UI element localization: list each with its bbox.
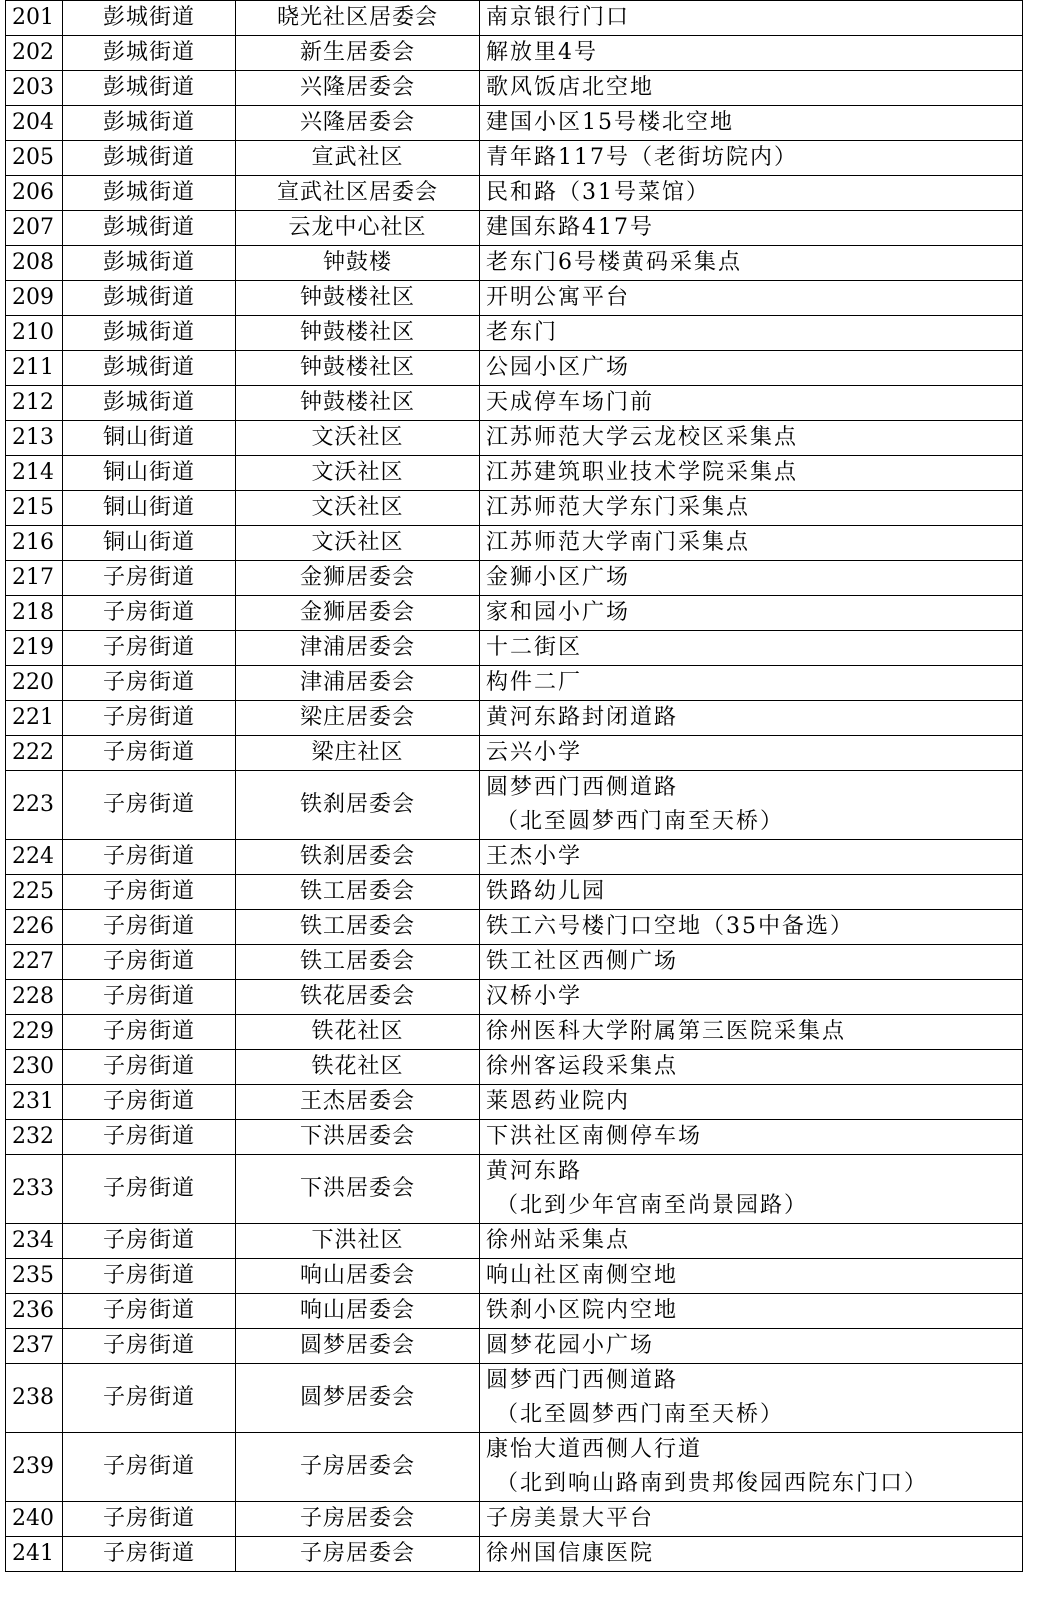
row-number-cell: 235 — [6, 1259, 63, 1294]
community-cell: 铁工居委会 — [236, 910, 480, 945]
row-number-cell: 216 — [6, 526, 63, 561]
street-cell: 子房街道 — [63, 875, 236, 910]
location-cell — [480, 1364, 1023, 1433]
location-cell — [480, 910, 1023, 945]
street-cell: 彭城街道 — [63, 176, 236, 211]
row-number-cell: 223 — [6, 771, 63, 840]
location-text: 铁路幼儿园 — [486, 879, 607, 904]
row-number-cell: 215 — [6, 491, 63, 526]
location-cell — [480, 1502, 1023, 1537]
street-cell: 彭城街道 — [63, 211, 236, 246]
community-cell: 新生居委会 — [236, 36, 480, 71]
row-number-cell: 204 — [6, 106, 63, 141]
location-cell — [480, 1433, 1023, 1502]
location-text: 十二街区 — [486, 635, 583, 660]
location-cell — [480, 281, 1023, 316]
street-cell: 铜山街道 — [63, 491, 236, 526]
location-text: 江苏师范大学南门采集点 — [486, 530, 751, 555]
location-cell — [480, 1155, 1023, 1224]
street-cell: 子房街道 — [63, 1120, 236, 1155]
community-cell: 钟鼓楼 — [236, 246, 480, 281]
location-cell — [480, 1259, 1023, 1294]
table-row — [6, 840, 1023, 875]
community-cell: 兴隆居委会 — [236, 106, 480, 141]
location-text: 子房美景大平台 — [486, 1506, 655, 1531]
location-note: （北至圆梦西门南至天桥） — [496, 809, 785, 834]
location-cell — [480, 631, 1023, 666]
table-row — [6, 1294, 1023, 1329]
location-text: 圆梦西门西侧道路 — [486, 1368, 679, 1393]
community-cell: 梁庄社区 — [236, 736, 480, 771]
table-row — [6, 875, 1023, 910]
table-row — [6, 1537, 1023, 1572]
table-row — [6, 1224, 1023, 1259]
table-row — [6, 491, 1023, 526]
location-text: 徐州站采集点 — [486, 1228, 631, 1253]
row-number-cell: 234 — [6, 1224, 63, 1259]
community-cell: 文沃社区 — [236, 526, 480, 561]
location-text: 响山社区南侧空地 — [486, 1263, 679, 1288]
community-cell: 梁庄居委会 — [236, 701, 480, 736]
row-number-cell: 225 — [6, 875, 63, 910]
location-cell — [480, 945, 1023, 980]
street-cell: 子房街道 — [63, 1364, 236, 1433]
row-number-cell: 237 — [6, 1329, 63, 1364]
location-cell — [480, 1537, 1023, 1572]
row-number-cell: 212 — [6, 386, 63, 421]
table-row — [6, 281, 1023, 316]
location-text: 建国东路417号 — [486, 215, 654, 240]
street-cell: 彭城街道 — [63, 141, 236, 176]
location-text: 歌风饭店北空地 — [486, 75, 655, 100]
community-cell: 下洪居委会 — [236, 1120, 480, 1155]
street-cell: 子房街道 — [63, 771, 236, 840]
row-number-cell: 241 — [6, 1537, 63, 1572]
location-text: 江苏师范大学东门采集点 — [486, 495, 751, 520]
row-number-cell: 202 — [6, 36, 63, 71]
location-text: 汉桥小学 — [486, 984, 583, 1009]
table-row — [6, 386, 1023, 421]
location-cell — [480, 1120, 1023, 1155]
row-number-cell: 219 — [6, 631, 63, 666]
street-cell: 彭城街道 — [63, 351, 236, 386]
row-number-cell: 232 — [6, 1120, 63, 1155]
street-cell: 彭城街道 — [63, 106, 236, 141]
location-text: 老东门6号楼黄码采集点 — [486, 250, 742, 275]
community-cell: 下洪社区 — [236, 1224, 480, 1259]
row-number-cell: 238 — [6, 1364, 63, 1433]
community-cell: 文沃社区 — [236, 421, 480, 456]
location-cell — [480, 386, 1023, 421]
community-cell: 津浦居委会 — [236, 631, 480, 666]
row-number-cell: 218 — [6, 596, 63, 631]
street-cell: 子房街道 — [63, 666, 236, 701]
table-row — [6, 1015, 1023, 1050]
table-row — [6, 666, 1023, 701]
table-row — [6, 36, 1023, 71]
location-text: 民和路（31号菜馆） — [486, 180, 710, 205]
location-text: 江苏师范大学云龙校区采集点 — [486, 425, 799, 450]
location-cell — [480, 1329, 1023, 1364]
location-cell — [480, 141, 1023, 176]
location-cell — [480, 875, 1023, 910]
community-cell: 铁工居委会 — [236, 945, 480, 980]
location-text: 家和园小广场 — [486, 600, 631, 625]
location-cell — [480, 1015, 1023, 1050]
location-text: 徐州客运段采集点 — [486, 1054, 679, 1079]
row-number-cell: 213 — [6, 421, 63, 456]
row-number-cell: 231 — [6, 1085, 63, 1120]
street-cell: 子房街道 — [63, 840, 236, 875]
location-text: 解放里4号 — [486, 40, 598, 65]
row-number-cell: 233 — [6, 1155, 63, 1224]
row-number-cell: 207 — [6, 211, 63, 246]
table-row — [6, 526, 1023, 561]
table-row — [6, 1433, 1023, 1502]
location-text: 公园小区广场 — [486, 355, 631, 380]
table-row — [6, 1259, 1023, 1294]
community-cell: 晓光社区居委会 — [236, 1, 480, 36]
community-cell: 津浦居委会 — [236, 666, 480, 701]
location-cell — [480, 1050, 1023, 1085]
community-cell: 钟鼓楼社区 — [236, 316, 480, 351]
row-number-cell: 210 — [6, 316, 63, 351]
location-cell — [480, 1, 1023, 36]
community-cell: 云龙中心社区 — [236, 211, 480, 246]
community-cell: 圆梦居委会 — [236, 1329, 480, 1364]
location-text: 徐州医科大学附属第三医院采集点 — [486, 1019, 847, 1044]
location-text: 青年路117号（老街坊院内） — [486, 145, 798, 170]
street-cell: 子房街道 — [63, 1433, 236, 1502]
community-cell: 金狮居委会 — [236, 561, 480, 596]
location-cell — [480, 106, 1023, 141]
table-row — [6, 771, 1023, 840]
street-cell: 彭城街道 — [63, 386, 236, 421]
street-cell: 子房街道 — [63, 1294, 236, 1329]
table-row — [6, 141, 1023, 176]
table-row — [6, 945, 1023, 980]
location-text: 老东门 — [486, 320, 559, 345]
street-cell: 子房街道 — [63, 1329, 236, 1364]
row-number-cell: 227 — [6, 945, 63, 980]
community-cell: 圆梦居委会 — [236, 1364, 480, 1433]
location-cell — [480, 526, 1023, 561]
location-text: 铁刹小区院内空地 — [486, 1298, 679, 1323]
row-number-cell: 209 — [6, 281, 63, 316]
location-cell — [480, 701, 1023, 736]
location-text: 黄河东路封闭道路 — [486, 705, 679, 730]
table-row — [6, 421, 1023, 456]
row-number-cell: 224 — [6, 840, 63, 875]
location-cell — [480, 421, 1023, 456]
row-number-cell: 236 — [6, 1294, 63, 1329]
street-cell: 子房街道 — [63, 1085, 236, 1120]
table-row — [6, 631, 1023, 666]
location-cell — [480, 980, 1023, 1015]
community-cell: 铁工居委会 — [236, 875, 480, 910]
table-row — [6, 736, 1023, 771]
location-cell — [480, 596, 1023, 631]
location-cell — [480, 176, 1023, 211]
location-cell — [480, 211, 1023, 246]
street-cell: 子房街道 — [63, 736, 236, 771]
location-text: 云兴小学 — [486, 740, 583, 765]
table-row — [6, 596, 1023, 631]
table-row — [6, 351, 1023, 386]
table-row — [6, 1329, 1023, 1364]
street-cell: 彭城街道 — [63, 316, 236, 351]
location-text: 圆梦西门西侧道路 — [486, 775, 679, 800]
row-number-cell: 211 — [6, 351, 63, 386]
location-cell — [480, 1085, 1023, 1120]
location-cell — [480, 561, 1023, 596]
location-text: 王杰小学 — [486, 844, 583, 869]
location-cell — [480, 36, 1023, 71]
table-row — [6, 211, 1023, 246]
street-cell: 子房街道 — [63, 631, 236, 666]
location-note: （北到少年宫南至尚景园路） — [496, 1193, 809, 1218]
street-cell: 彭城街道 — [63, 71, 236, 106]
street-cell: 子房街道 — [63, 910, 236, 945]
location-text: 铁工社区西侧广场 — [486, 949, 679, 974]
community-cell: 铁花社区 — [236, 1015, 480, 1050]
community-cell: 铁花社区 — [236, 1050, 480, 1085]
community-cell: 宣武社区 — [236, 141, 480, 176]
community-cell: 子房居委会 — [236, 1502, 480, 1537]
row-number-cell: 229 — [6, 1015, 63, 1050]
street-cell: 子房街道 — [63, 1224, 236, 1259]
street-cell: 铜山街道 — [63, 526, 236, 561]
row-number-cell: 220 — [6, 666, 63, 701]
location-text: 开明公寓平台 — [486, 285, 631, 310]
table-row — [6, 1120, 1023, 1155]
row-number-cell: 208 — [6, 246, 63, 281]
table-row — [6, 1085, 1023, 1120]
street-cell: 铜山街道 — [63, 421, 236, 456]
location-text: 黄河东路 — [486, 1159, 583, 1184]
community-cell: 下洪居委会 — [236, 1155, 480, 1224]
community-cell: 金狮居委会 — [236, 596, 480, 631]
street-cell: 子房街道 — [63, 1259, 236, 1294]
location-cell — [480, 1294, 1023, 1329]
street-cell: 子房街道 — [63, 596, 236, 631]
location-text: 铁工六号楼门口空地（35中备选） — [486, 914, 854, 939]
street-cell: 子房街道 — [63, 945, 236, 980]
community-cell: 铁刹居委会 — [236, 771, 480, 840]
location-cell — [480, 491, 1023, 526]
street-cell: 铜山街道 — [63, 456, 236, 491]
row-number-cell: 203 — [6, 71, 63, 106]
row-number-cell: 201 — [6, 1, 63, 36]
street-cell: 子房街道 — [63, 1537, 236, 1572]
table-body — [6, 1, 1023, 1572]
table-row — [6, 910, 1023, 945]
street-cell: 彭城街道 — [63, 1, 236, 36]
community-cell: 宣武社区居委会 — [236, 176, 480, 211]
community-cell: 子房居委会 — [236, 1537, 480, 1572]
location-cell — [480, 316, 1023, 351]
location-cell — [480, 1224, 1023, 1259]
street-cell: 子房街道 — [63, 701, 236, 736]
street-cell: 子房街道 — [63, 1155, 236, 1224]
table-row — [6, 1364, 1023, 1433]
street-cell: 彭城街道 — [63, 36, 236, 71]
table-row — [6, 71, 1023, 106]
location-note: （北到响山路南到贵邦俊园西院东门口） — [496, 1471, 929, 1496]
community-cell: 铁刹居委会 — [236, 840, 480, 875]
location-cell — [480, 351, 1023, 386]
location-text: 江苏建筑职业技术学院采集点 — [486, 460, 799, 485]
location-cell — [480, 246, 1023, 281]
row-number-cell: 240 — [6, 1502, 63, 1537]
street-cell: 子房街道 — [63, 1015, 236, 1050]
location-text: 建国小区15号楼北空地 — [486, 110, 734, 135]
community-cell: 钟鼓楼社区 — [236, 281, 480, 316]
location-text: 下洪社区南侧停车场 — [486, 1124, 703, 1149]
row-number-cell: 222 — [6, 736, 63, 771]
location-cell — [480, 771, 1023, 840]
table-row — [6, 1502, 1023, 1537]
table-row — [6, 980, 1023, 1015]
row-number-cell: 230 — [6, 1050, 63, 1085]
table-row — [6, 316, 1023, 351]
row-number-cell: 239 — [6, 1433, 63, 1502]
location-note: （北至圆梦西门南至天桥） — [496, 1402, 785, 1427]
street-cell: 子房街道 — [63, 1502, 236, 1537]
street-cell: 彭城街道 — [63, 246, 236, 281]
location-text: 金狮小区广场 — [486, 565, 631, 590]
community-cell: 响山居委会 — [236, 1259, 480, 1294]
location-text: 康怡大道西侧人行道 — [486, 1437, 703, 1462]
community-cell: 铁花居委会 — [236, 980, 480, 1015]
community-cell: 响山居委会 — [236, 1294, 480, 1329]
table-row — [6, 1, 1023, 36]
table-row — [6, 701, 1023, 736]
community-cell: 兴隆居委会 — [236, 71, 480, 106]
location-cell — [480, 456, 1023, 491]
row-number-cell: 205 — [6, 141, 63, 176]
row-number-cell: 228 — [6, 980, 63, 1015]
location-cell — [480, 666, 1023, 701]
location-text: 构件二厂 — [486, 670, 583, 695]
row-number-cell: 217 — [6, 561, 63, 596]
table-row — [6, 246, 1023, 281]
location-text: 莱恩药业院内 — [486, 1089, 631, 1114]
row-number-cell: 206 — [6, 176, 63, 211]
location-cell — [480, 840, 1023, 875]
street-cell: 子房街道 — [63, 1050, 236, 1085]
location-text: 徐州国信康医院 — [486, 1541, 655, 1566]
table-row — [6, 456, 1023, 491]
community-cell: 钟鼓楼社区 — [236, 386, 480, 421]
community-cell: 文沃社区 — [236, 491, 480, 526]
row-number-cell: 214 — [6, 456, 63, 491]
street-cell: 子房街道 — [63, 561, 236, 596]
location-cell — [480, 71, 1023, 106]
sampling-sites-table — [5, 0, 1023, 1572]
table-row — [6, 561, 1023, 596]
table-row — [6, 176, 1023, 211]
community-cell: 钟鼓楼社区 — [236, 351, 480, 386]
table-row — [6, 1050, 1023, 1085]
location-text: 天成停车场门前 — [486, 390, 655, 415]
row-number-cell: 221 — [6, 701, 63, 736]
street-cell: 子房街道 — [63, 980, 236, 1015]
table-row — [6, 106, 1023, 141]
location-text: 南京银行门口 — [486, 5, 631, 30]
location-text: 圆梦花园小广场 — [486, 1333, 655, 1358]
street-cell: 彭城街道 — [63, 281, 236, 316]
community-cell: 子房居委会 — [236, 1433, 480, 1502]
table-row — [6, 1155, 1023, 1224]
community-cell: 王杰居委会 — [236, 1085, 480, 1120]
location-cell — [480, 736, 1023, 771]
row-number-cell: 226 — [6, 910, 63, 945]
community-cell: 文沃社区 — [236, 456, 480, 491]
